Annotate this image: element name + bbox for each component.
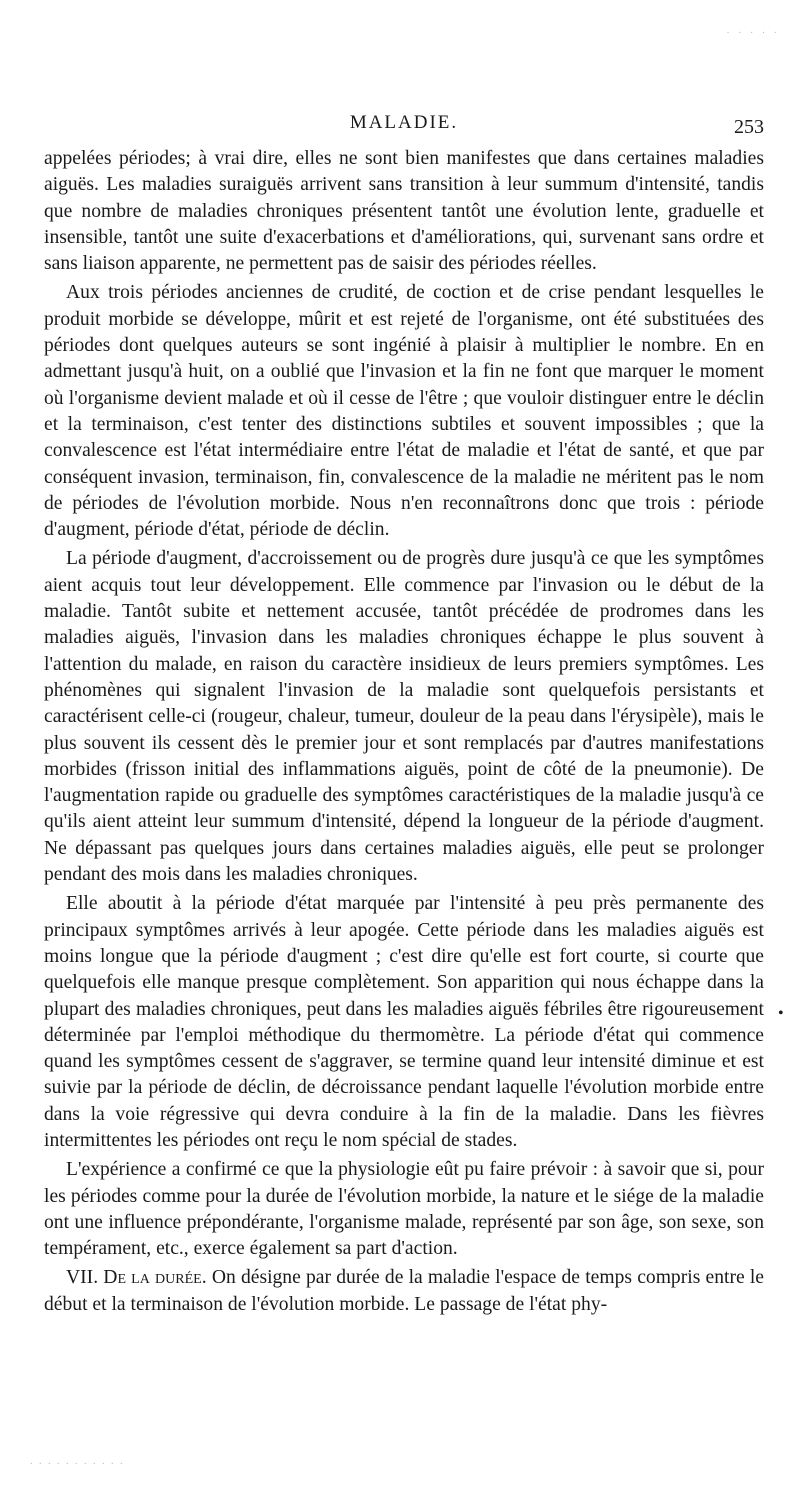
- page-number: 253: [734, 116, 764, 138]
- paragraph-5: L'expérience a confirmé ce que la physiologie eût pu faire prévoir : à savoir que si, pour les périodes comme pour la durée de l'évolution morbide, la nature et le siége de la maladie ont une influence prépondérante, l'organisme malade, représenté par son âge, son sexe, son tempérament, etc., exerce également sa part d'action.: [44, 1159, 764, 1260]
- section-heading: VII. De la durée.: [66, 1267, 207, 1289]
- paragraph-3: La période d'augment, d'accroissement ou de progrès dure jusqu'à ce que les symptômes aient acquis tout leur développement. Elle commence par l'invasion ou le début de la maladie. Tantôt subite et nettement accusée, tantôt précédée de prodromes dans les maladies aiguës, l'invasion dans les maladies chroniques échappe le plus souvent à l'attention du malade, en raison du caractère insidieux de leurs premiers symptômes. Les phénomènes qui signalent l'invasion de la maladie sont quelquefois persistants et caractérisent celle-ci (rougeur, chaleur, tumeur, douleur de la peau dans l'érysipèle), mais le plus souvent ils cessent dès le premier jour et sont remplacés par d'autres manifestations morbides (frisson initial des inflammations aiguës, point de côté de la pneumonie). De l'augmentation rapide ou graduelle des symptômes caractéristiques de la maladie jusqu'à ce qu'ils aient atteint leur summum d'intensité, dépend la longueur de la période d'augment. Ne dépassant pas quelques jours dans certaines maladies aiguës, elle peut se prolonger pendant des mois dans les maladies chroniques.: [44, 548, 764, 886]
- scan-mark: •: [778, 1005, 784, 1022]
- running-title: MALADIE.: [349, 112, 459, 133]
- paragraph-6: [44, 1265, 764, 1318]
- document-page: [44, 112, 764, 1318]
- scan-noise-bottom: . . . . . . . . . . .: [30, 1456, 125, 1467]
- paragraph-2: Aux trois périodes anciennes de crudité, de coction et de crise pendant lesquelles le produit morbide se développe, mûrit et est rejeté de l'organisme, ont été substituées des périodes dont quelques auteurs se sont ingénié à plaisir à multiplier le nombre. En en admettant jusqu'à huit, on a oublié que l'invasion et la fin ne font que marquer le moment où l'organisme devient malade et où il cesse de l'être ; que vouloir distinguer entre le déclin et la terminaison, c'est tenter des distinctions subtiles et souvent impossibles ; que la convalescence est l'état intermédiaire entre l'état de maladie et l'état de santé, et que par conséquent invasion, terminaison, fin, convalescence de la maladie ne méritent pas le nom de périodes de l'évolution morbide. Nous n'en reconnaîtrons donc que trois : période d'augment, période d'état, période de déclin.: [44, 282, 764, 541]
- paragraph-1: appelées périodes; à vrai dire, elles ne sont bien manifestes que dans certaines maladies aiguës. Les maladies suraiguës arrivent sans transition à leur summum d'intensité, tandis que nombre de maladies chroniques présentent tantôt une évolution lente, graduelle et insensible, tantôt une suite d'exacerbations et d'améliorations, qui, survenant sans ordre et sans liaison apparente, ne permettent pas de saisir des périodes réelles.: [44, 148, 764, 275]
- scan-noise-top: · · · · ·: [726, 28, 780, 39]
- page-header: [44, 112, 764, 138]
- paragraph-6-body: On désigne par durée de la maladie l'espace de temps compris entre le début et la terminaison de l'évolution morbide. Le passage de l'état phy-: [44, 1267, 765, 1315]
- paragraph-4: Elle aboutit à la période d'état marquée par l'intensité à peu près permanente des principaux symptômes arrivés à leur apogée. Cette période dans les maladies aiguës est moins longue que la période d'augment ; c'est dire qu'elle est fort courte, si courte que quelquefois elle manque presque complètement. Son apparition qui nous échappe dans la plupart des maladies chroniques, peut dans les maladies aiguës fébriles être rigoureusement déterminée par l'emploi méthodique du thermomètre. La période d'état qui commence quand les symptômes cessent de s'aggraver, se termine quand leur intensité diminue et est suivie par la période de déclin, de décroissance pendant laquelle l'évolution morbide entre dans la voie régressive qui devra conduire à la fin de la maladie. Dans les fièvres intermittentes les périodes ont reçu le nom spécial de stades.: [44, 893, 764, 1151]
